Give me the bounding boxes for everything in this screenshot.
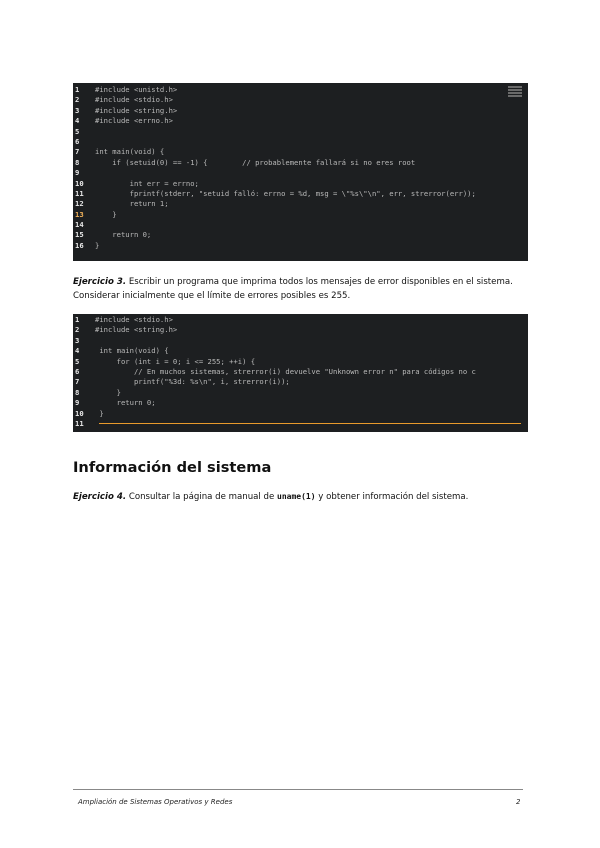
line-number: 9 xyxy=(75,168,80,178)
code-line xyxy=(73,325,528,335)
code-line xyxy=(73,241,528,251)
line-number: 12 xyxy=(75,199,84,209)
code-text: } xyxy=(95,240,100,250)
exercise-4-paragraph xyxy=(73,490,533,504)
editor-cursor-line xyxy=(99,423,521,424)
code-line xyxy=(73,95,528,105)
code-line xyxy=(73,377,528,387)
line-number: 3 xyxy=(75,335,80,345)
code-line xyxy=(73,168,528,178)
exercise-4-command: uname(1) xyxy=(277,492,316,501)
code-block-strerror xyxy=(73,314,528,432)
line-number: 7 xyxy=(75,377,80,387)
code-line xyxy=(73,398,528,408)
code-text: #include <stdio.h> xyxy=(95,315,173,324)
line-number: 16 xyxy=(75,240,84,250)
line-number: 10 xyxy=(75,408,84,418)
line-number: 11 xyxy=(75,418,84,428)
code-line xyxy=(73,147,528,157)
line-number: 2 xyxy=(75,325,80,335)
line-number: 10 xyxy=(75,178,84,188)
code-line xyxy=(73,388,528,398)
code-line xyxy=(73,106,528,116)
code-text: #include <stdio.h> xyxy=(95,95,173,105)
code-text: int err = errno; xyxy=(95,178,199,188)
line-number: 7 xyxy=(75,147,80,157)
line-number: 4 xyxy=(75,346,80,356)
code-text: } xyxy=(95,408,104,418)
code-text: return 0; xyxy=(95,398,156,408)
code-line xyxy=(73,189,528,199)
code-line xyxy=(73,346,528,356)
line-number: 13 xyxy=(75,209,84,219)
line-number: 4 xyxy=(75,116,80,126)
exercise-4-text-post: y obtener información del sistema. xyxy=(315,492,469,502)
code-text: for (int i = 0; i <= 255; ++i) { xyxy=(95,356,256,366)
line-number: 11 xyxy=(75,188,84,198)
code-line xyxy=(73,336,528,346)
line-number: 1 xyxy=(75,85,80,94)
code-line xyxy=(73,220,528,230)
line-number: 14 xyxy=(75,220,84,230)
exercise-3-text: Escribir un programa que imprima todos los mensajes de error disponibles en el sistema. Considerar inicialmente que el límite de errores posibles es 255. xyxy=(73,277,513,301)
code-line xyxy=(73,127,528,137)
code-text: #include <unistd.h> xyxy=(95,85,178,94)
code-line xyxy=(73,210,528,220)
code-block-setuid xyxy=(73,83,528,261)
code-line xyxy=(73,357,528,367)
code-line xyxy=(73,158,528,168)
code-text: fprintf(stderr, "setuid falló: errno = %d, msg = \"%s\"\n", err, strerror(err)); xyxy=(95,188,476,198)
line-number: 5 xyxy=(75,356,80,366)
code-line xyxy=(73,199,528,209)
code-line xyxy=(73,409,528,419)
code-lines xyxy=(73,315,528,429)
code-line xyxy=(73,179,528,189)
code-text: #include <string.h> xyxy=(95,325,178,335)
code-line xyxy=(73,137,528,147)
exercise-3-paragraph xyxy=(73,275,533,303)
line-number: 8 xyxy=(75,387,80,397)
line-number: 8 xyxy=(75,157,80,167)
code-line xyxy=(73,367,528,377)
line-number: 9 xyxy=(75,398,80,408)
code-text: #include <errno.h> xyxy=(95,116,173,126)
code-lines xyxy=(73,85,528,251)
line-number: 3 xyxy=(75,105,80,115)
line-number: 2 xyxy=(75,95,80,105)
footer-rule xyxy=(73,789,523,790)
code-line xyxy=(73,315,528,325)
section-heading: Información del sistema xyxy=(73,459,272,476)
line-number: 15 xyxy=(75,230,84,240)
exercise-4-text-pre: Consultar la página de manual de xyxy=(126,492,278,502)
code-text: } xyxy=(95,387,121,397)
code-line xyxy=(73,419,528,429)
exercise-4-label: Ejercicio 4. xyxy=(73,492,127,502)
code-text: return 0; xyxy=(95,230,152,240)
code-line xyxy=(73,116,528,126)
line-number: 5 xyxy=(75,126,80,136)
code-text: return 1; xyxy=(95,199,169,209)
code-text: if (setuid(0) == -1) { // probablemente fallará si no eres root xyxy=(95,157,416,167)
code-text: printf("%3d: %s\n", i, strerror(i)); xyxy=(95,377,290,387)
code-line xyxy=(73,230,528,240)
code-text: int main(void) { xyxy=(95,346,169,356)
code-text: #include <string.h> xyxy=(95,105,178,115)
code-text: } xyxy=(95,209,117,219)
line-number: 6 xyxy=(75,136,80,146)
code-text: int main(void) { xyxy=(95,147,165,157)
line-number: 6 xyxy=(75,366,80,376)
code-line xyxy=(73,85,528,95)
exercise-3-label: Ejercicio 3. xyxy=(73,277,127,287)
line-number: 1 xyxy=(75,315,80,324)
code-text: // En muchos sistemas, strerror(i) devuelve "Unknown error n" para códigos no c xyxy=(95,366,476,376)
footer-course: Ampliación de Sistemas Operativos y Redes xyxy=(78,798,233,806)
page-number: 2 xyxy=(516,798,521,806)
